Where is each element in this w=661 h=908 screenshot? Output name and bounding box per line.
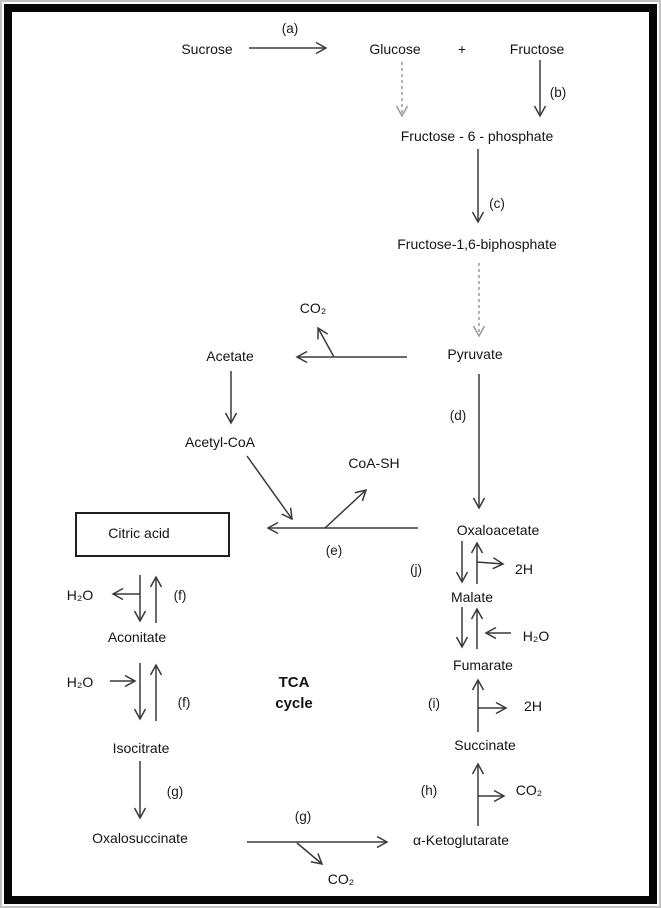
node-fructose-16-biphosphate: Fructose-1,6-biphosphate (397, 236, 557, 252)
step-label-j: (j) (410, 562, 422, 577)
cofactor-2h-malate: 2H (515, 561, 533, 577)
step-label-d: (d) (449, 408, 467, 423)
arrow-branch-co2-release-top (318, 328, 334, 357)
step-label-i: (i) (428, 696, 440, 711)
node-oxaloacetate: Oxaloacetate (456, 522, 540, 538)
cofactor-2h-succinate: 2H (524, 698, 542, 714)
tca-cycle-title-line1: TCA (278, 674, 310, 691)
node-pyruvate: Pyruvate (447, 346, 503, 362)
step-label-g-vertical: (g) (166, 784, 184, 799)
node-succinate: Succinate (454, 737, 516, 753)
node-fructose-6-phosphate: Fructose - 6 - phosphate (400, 128, 554, 144)
step-label-f-upper: (f) (173, 588, 187, 603)
node-oxalosuccinate: Oxalosuccinate (92, 830, 188, 846)
cofactor-co2-oxalosuccinate: CO₂ (327, 871, 355, 887)
node-glucose: Glucose (369, 41, 421, 57)
tca-cycle-title-line2: cycle (275, 695, 313, 712)
step-label-a: (a) (281, 21, 299, 36)
node-acetyl-coa: Acetyl-CoA (184, 434, 256, 450)
step-label-b: (b) (549, 85, 567, 100)
node-fumarate: Fumarate (453, 657, 513, 673)
cofactor-h2o-fumarate: H₂O (522, 628, 550, 644)
node-alpha-ketoglutarate: α-Ketoglutarate (412, 832, 510, 848)
node-citric-acid: Citric acid (108, 525, 170, 541)
cofactor-coa-sh: CoA-SH (348, 455, 400, 471)
node-isocitrate: Isocitrate (112, 740, 170, 756)
plus-sign: + (457, 41, 467, 57)
step-label-c: (c) (489, 196, 505, 211)
node-sucrose: Sucrose (181, 41, 233, 57)
node-fructose: Fructose (509, 41, 565, 57)
node-acetate: Acetate (206, 348, 254, 364)
step-label-h: (h) (420, 783, 438, 798)
step-label-f-lower: (f) (177, 695, 191, 710)
cofactor-co2-ketoglutarate: CO₂ (515, 782, 543, 798)
arrow-branch-co2-release-bottom (297, 843, 322, 864)
cofactor-h2o-aconitate: H₂O (66, 674, 94, 690)
cofactor-co2-pyruvate: CO₂ (299, 300, 327, 316)
tca-cycle-title (275, 672, 313, 714)
node-malate: Malate (450, 589, 494, 605)
step-label-g-horizontal: (g) (294, 809, 312, 824)
arrow-branch-2h-release-j (477, 562, 503, 564)
node-aconitate: Aconitate (107, 629, 167, 645)
arrow-acetylcoa-into-e (247, 456, 292, 519)
cofactor-h2o-citric: H₂O (66, 587, 94, 603)
arrow-branch-coash-release (325, 490, 366, 528)
step-label-e: (e) (325, 543, 343, 558)
